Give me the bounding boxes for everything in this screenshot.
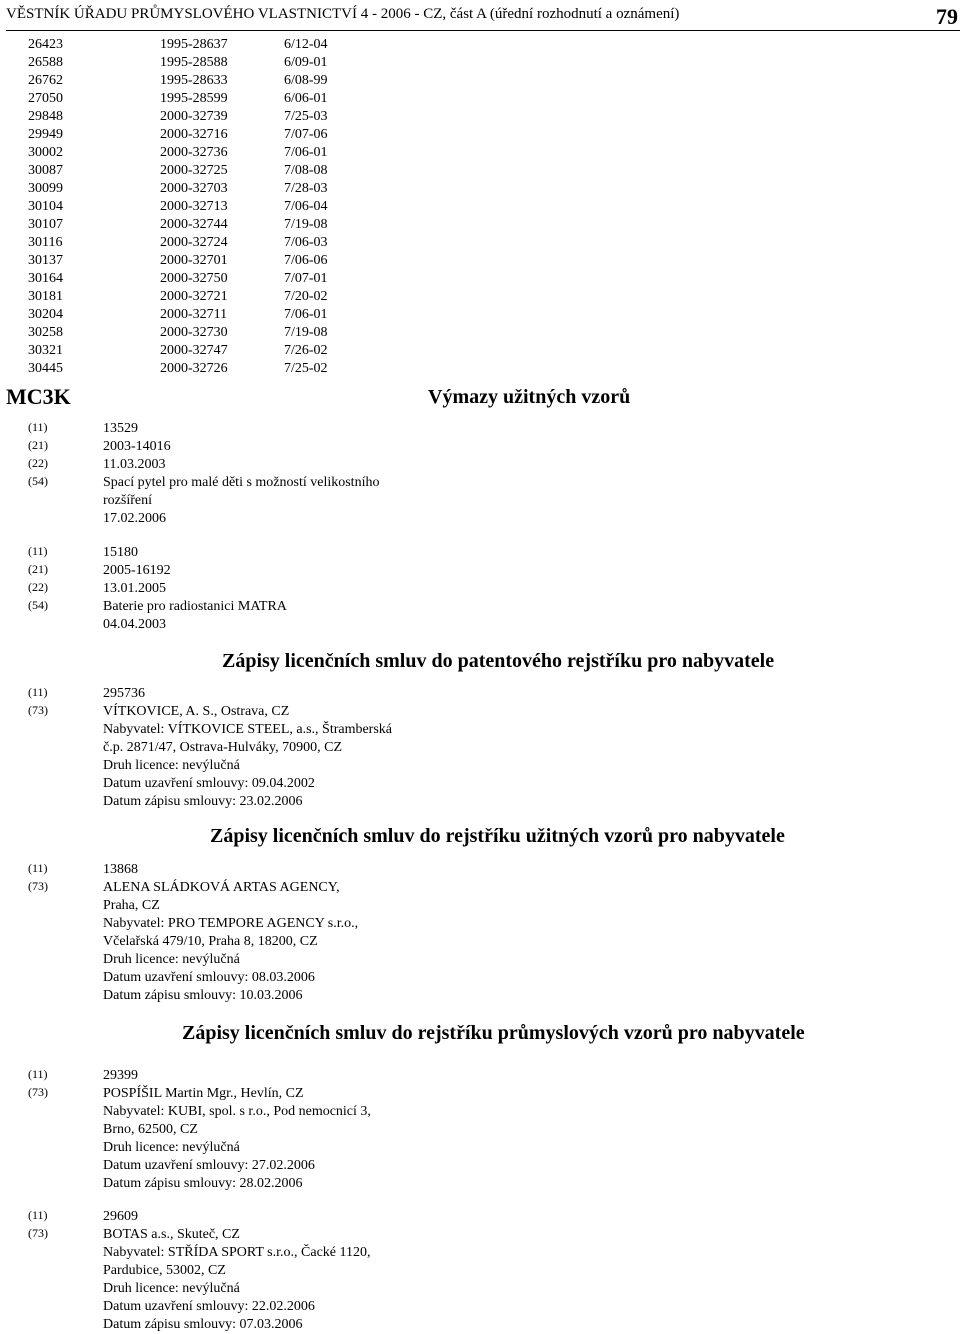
contract-date: Datum uzavření smlouvy: 08.03.2006	[103, 970, 315, 985]
registration-number: 29399	[103, 1068, 138, 1083]
title-line: Spací pytel pro malé děti s možností velikostního	[103, 475, 380, 490]
registration-number: 30204	[28, 307, 63, 322]
number-table-row	[28, 144, 364, 162]
application-number: 2000-32703	[160, 181, 228, 196]
title-line: rozšíření	[103, 493, 152, 508]
application-number: 2000-32744	[160, 217, 228, 232]
application-number: 2000-32716	[160, 127, 228, 142]
registration-number: 30104	[28, 199, 63, 214]
application-number: 2000-32725	[160, 163, 228, 178]
inid-code: (54)	[28, 474, 48, 488]
application-number: 1995-28588	[160, 55, 228, 70]
licensee-line: Včelařská 479/10, Praha 8, 18200, CZ	[103, 934, 318, 949]
class-code: 7/19-08	[284, 325, 328, 340]
licensee-line: Nabyvatel: KUBI, spol. s r.o., Pod nemocnicí 3,	[103, 1104, 371, 1119]
owner-line: BOTAS a.s., Skuteč, CZ	[103, 1227, 240, 1242]
number-table-row	[28, 162, 364, 180]
application-number: 2000-32726	[160, 361, 228, 376]
heading-vymazy: Výmazy užitných vzorů	[428, 386, 631, 408]
licensee-line: Nabyvatel: VÍTKOVICE STEEL, a.s., Štramberská	[103, 722, 393, 737]
heading-uzitne: Zápisy licenčních smluv do rejstříku užitných vzorů pro nabyvatele	[210, 825, 785, 847]
registration-date: Datum zápisu smlouvy: 23.02.2006	[103, 794, 303, 809]
number-table-row	[28, 108, 364, 126]
license-type: Druh licence: nevýlučná	[103, 1281, 240, 1296]
registration-number: 295736	[103, 686, 145, 701]
class-code: 7/08-08	[284, 163, 328, 178]
registration-number: 30107	[28, 217, 63, 232]
heading-patent: Zápisy licenčních smluv do patentového rejstříku pro nabyvatele	[222, 650, 775, 672]
application-number: 2000-32730	[160, 325, 228, 340]
application-number: 2000-32701	[160, 253, 228, 268]
licensee-line: Brno, 62500, CZ	[103, 1122, 198, 1137]
inid-code: (11)	[28, 685, 48, 699]
registration-number: 29848	[28, 109, 63, 124]
registration-date: Datum zápisu smlouvy: 28.02.2006	[103, 1176, 303, 1191]
owner-line: VÍTKOVICE, A. S., Ostrava, CZ	[103, 704, 290, 719]
licensee-line: Nabyvatel: PRO TEMPORE AGENCY s.r.o.,	[103, 916, 359, 931]
number-table-row	[28, 252, 364, 270]
inid-code: (54)	[28, 598, 48, 612]
licensee-line: č.p. 2871/47, Ostrava-Hulváky, 70900, CZ	[103, 740, 342, 755]
number-table-row	[28, 198, 364, 216]
class-code: 7/07-01	[284, 271, 328, 286]
number-table-row	[28, 72, 364, 90]
inid-code: (11)	[28, 1208, 48, 1222]
registration-number: 30099	[28, 181, 63, 196]
number-table	[28, 36, 364, 378]
journal-title: VĚSTNÍK ÚŘADU PRŮMYSLOVÉHO VLASTNICTVÍ 4 - 2006 - CZ, část A (úřední rozhodnutí a oznámení)	[6, 6, 680, 22]
inid-code: (73)	[28, 879, 48, 893]
class-code: 7/06-06	[284, 253, 328, 268]
license-type: Druh licence: nevýlučná	[103, 952, 240, 967]
class-code: 7/06-01	[284, 145, 328, 160]
registration-number: 29609	[103, 1209, 138, 1224]
class-code: 7/06-03	[284, 235, 328, 250]
class-code: 6/12-04	[284, 37, 328, 52]
number-table-row	[28, 360, 364, 378]
inid-code: (11)	[28, 544, 48, 558]
registration-number: 30181	[28, 289, 63, 304]
inid-code: (73)	[28, 1085, 48, 1099]
class-code: 7/26-02	[284, 343, 328, 358]
license-type: Druh licence: nevýlučná	[103, 758, 240, 773]
application-number: 1995-28637	[160, 37, 228, 52]
inid-code: (22)	[28, 456, 48, 470]
registration-number: 30137	[28, 253, 63, 268]
contract-date: Datum uzavření smlouvy: 09.04.2002	[103, 776, 315, 791]
filing-date: 13.01.2005	[103, 581, 166, 596]
application-number: 2000-32747	[160, 343, 228, 358]
registration-number: 26588	[28, 55, 63, 70]
class-code: 7/28-03	[284, 181, 328, 196]
application-number: 2000-32736	[160, 145, 228, 160]
class-code: 7/19-08	[284, 217, 328, 232]
number-table-row	[28, 180, 364, 198]
license-type: Druh licence: nevýlučná	[103, 1140, 240, 1155]
number-table-row	[28, 54, 364, 72]
application-number: 2000-32711	[160, 307, 228, 322]
application-number: 2003-14016	[103, 439, 171, 454]
inid-code: (73)	[28, 703, 48, 717]
number-table-row	[28, 342, 364, 360]
inid-code: (22)	[28, 580, 48, 594]
registration-date: Datum zápisu smlouvy: 07.03.2006	[103, 1317, 303, 1332]
application-number: 2000-32750	[160, 271, 228, 286]
number-table-row	[28, 216, 364, 234]
date-line: 04.04.2003	[103, 617, 166, 632]
number-table-row	[28, 234, 364, 252]
registration-number: 30445	[28, 361, 63, 376]
class-code: 7/06-04	[284, 199, 328, 214]
date-line: 17.02.2006	[103, 511, 166, 526]
class-code: 7/25-03	[284, 109, 328, 124]
registration-number: 27050	[28, 91, 63, 106]
licensee-line: Pardubice, 53002, CZ	[103, 1263, 226, 1278]
application-number: 2000-32721	[160, 289, 228, 304]
class-code: 6/08-99	[284, 73, 328, 88]
application-number: 2005-16192	[103, 563, 171, 578]
contract-date: Datum uzavření smlouvy: 22.02.2006	[103, 1299, 315, 1314]
application-number: 2000-32724	[160, 235, 228, 250]
registration-number: 30258	[28, 325, 63, 340]
inid-code: (11)	[28, 1067, 48, 1081]
registration-number: 30164	[28, 271, 63, 286]
class-code: 7/25-02	[284, 361, 328, 376]
owner-line: ALENA SLÁDKOVÁ ARTAS AGENCY,	[103, 880, 340, 895]
section-code: MC3K	[6, 384, 71, 409]
heading-prumyslove: Zápisy licenčních smluv do rejstříku průmyslových vzorů pro nabyvatele	[182, 1022, 805, 1044]
page-header	[6, 4, 960, 31]
inid-code: (21)	[28, 562, 48, 576]
class-code: 6/09-01	[284, 55, 328, 70]
inid-code: (21)	[28, 438, 48, 452]
application-number: 2000-32739	[160, 109, 228, 124]
number-table-row	[28, 306, 364, 324]
owner-line: POSPÍŠIL Martin Mgr., Hevlín, CZ	[103, 1086, 304, 1101]
inid-code: (11)	[28, 420, 48, 434]
registration-number: 30116	[28, 235, 63, 250]
application-number: 2000-32713	[160, 199, 228, 214]
registration-number: 13529	[103, 421, 138, 436]
registration-number: 30002	[28, 145, 63, 160]
number-table-row	[28, 36, 364, 54]
number-table-row	[28, 126, 364, 144]
number-table-row	[28, 324, 364, 342]
title-line: Baterie pro radiostanici MATRA	[103, 599, 287, 614]
application-number: 1995-28633	[160, 73, 228, 88]
class-code: 7/20-02	[284, 289, 328, 304]
licensee-line: Nabyvatel: STŘÍDA SPORT s.r.o., Čacké 1120,	[103, 1245, 371, 1260]
filing-date: 11.03.2003	[103, 457, 166, 472]
registration-number: 30321	[28, 343, 63, 358]
owner-line: Praha, CZ	[103, 898, 160, 913]
registration-number: 30087	[28, 163, 63, 178]
registration-number: 26423	[28, 37, 63, 52]
number-table-row	[28, 270, 364, 288]
page-number: 79	[936, 4, 958, 29]
registration-number: 15180	[103, 545, 138, 560]
class-code: 7/07-06	[284, 127, 328, 142]
inid-code: (73)	[28, 1226, 48, 1240]
registration-number: 13868	[103, 862, 138, 877]
inid-code: (11)	[28, 861, 48, 875]
class-code: 6/06-01	[284, 91, 328, 106]
number-table-row	[28, 90, 364, 108]
application-number: 1995-28599	[160, 91, 228, 106]
registration-number: 26762	[28, 73, 63, 88]
number-table-row	[28, 288, 364, 306]
class-code: 7/06-01	[284, 307, 328, 322]
registration-date: Datum zápisu smlouvy: 10.03.2006	[103, 988, 303, 1003]
contract-date: Datum uzavření smlouvy: 27.02.2006	[103, 1158, 315, 1173]
registration-number: 29949	[28, 127, 63, 142]
